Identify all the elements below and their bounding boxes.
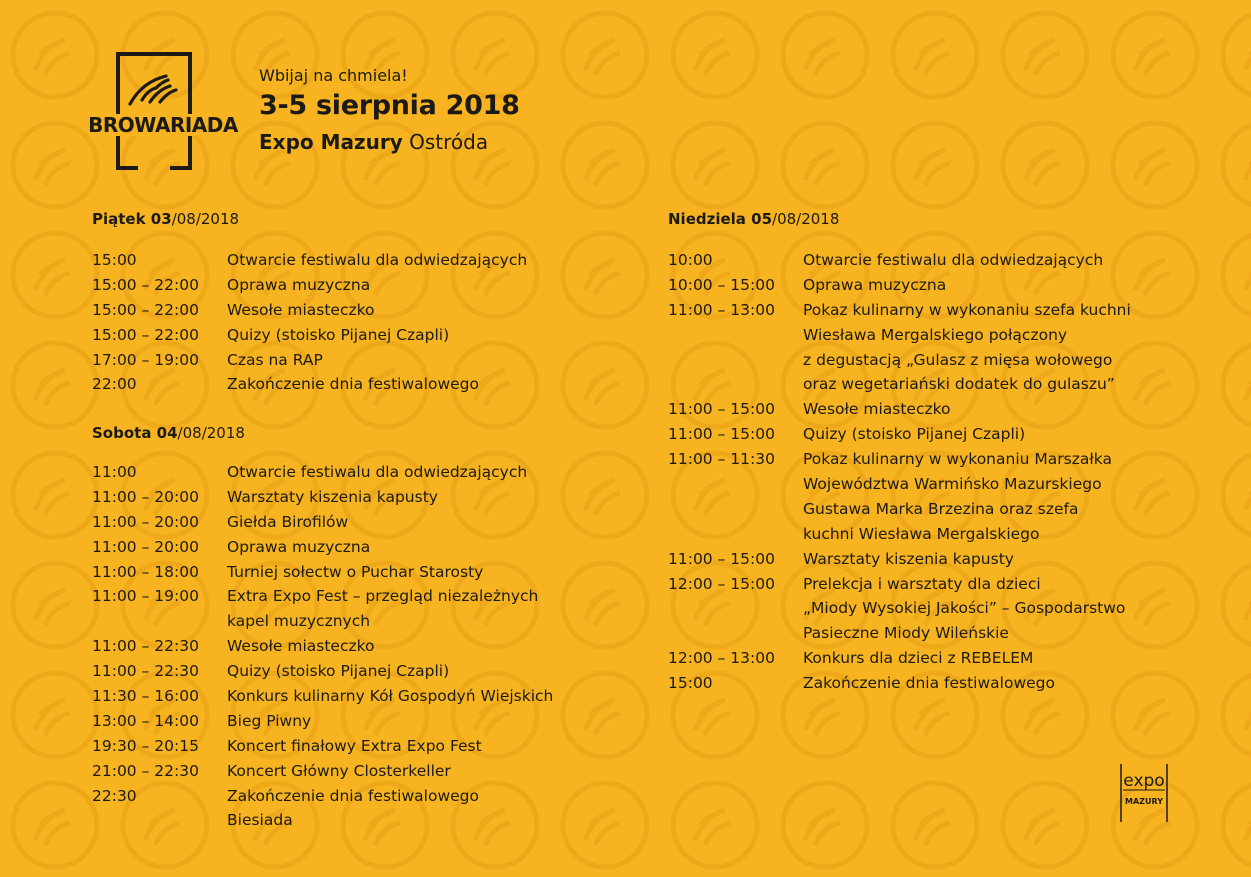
schedule-row <box>92 560 553 585</box>
schedule-time: 11:00 – 20:00 <box>92 487 199 506</box>
schedule-time: 11:00 – 15:00 <box>668 400 775 419</box>
logo-glass-leg-left <box>116 160 120 168</box>
schedule-event: „Miody Wysokiej Jakości” – Gospodarstwo <box>803 599 1126 618</box>
schedule-event: Prelekcja i warsztaty dla dzieci <box>803 574 1041 593</box>
schedule-row <box>668 646 1131 671</box>
schedule-event: Zakończenie dnia festiwalowego <box>227 375 479 394</box>
schedule-event: Oprawa muzyczna <box>227 537 371 556</box>
schedule-friday <box>92 248 527 397</box>
schedule-time: 11:00 – 15:00 <box>668 425 775 444</box>
schedule-event: Wiesława Mergalskiego połączony <box>803 325 1068 344</box>
schedule-time: 22:30 <box>92 786 137 805</box>
schedule-time: 10:00 <box>668 251 713 269</box>
schedule-saturday <box>92 460 553 833</box>
schedule-row <box>92 298 527 323</box>
schedule-time: 11:00 – 19:00 <box>92 587 199 606</box>
schedule-row <box>668 472 1131 497</box>
schedule-row <box>92 460 553 485</box>
schedule-event: Konkurs kulinarny Kół Gospodyń Wiejskich <box>227 687 554 706</box>
schedule-row <box>668 522 1131 547</box>
schedule-row <box>668 298 1131 323</box>
schedule-time: 15:00 – 22:00 <box>92 325 199 344</box>
schedule-row <box>92 784 553 809</box>
schedule-time: 11:00 – 13:00 <box>668 300 775 319</box>
schedule-row <box>92 684 553 709</box>
schedule-event: Warsztaty kiszenia kapusty <box>227 487 438 506</box>
logo-brand-text: BROWARIADA <box>88 113 238 137</box>
schedule-event: z degustacją „Gulasz z mięsa wołowego <box>803 350 1113 369</box>
day-heading-date: /08/2018 <box>177 424 245 442</box>
schedule-row <box>92 734 553 759</box>
schedule-time <box>668 596 803 621</box>
schedule-event: Otwarcie festiwalu dla odwiedzających <box>803 251 1104 269</box>
schedule-event: Koncert finałowy Extra Expo Fest <box>227 736 482 755</box>
schedule-time: 12:00 – 15:00 <box>668 574 775 593</box>
schedule-time: 15:00 – 22:00 <box>92 300 199 319</box>
schedule-event: kuchni Wiesława Mergalskiego <box>803 524 1040 543</box>
schedule-time: 11:00 – 20:00 <box>92 537 199 556</box>
schedule-event: Otwarcie festiwalu dla odwiedzających <box>227 251 528 269</box>
schedule-time: 11:30 – 16:00 <box>92 687 199 706</box>
schedule-event: Turniej sołectw o Puchar Starosty <box>227 562 484 581</box>
schedule-row <box>668 273 1131 298</box>
venue <box>259 130 488 154</box>
schedule-event: Quizy (stoisko Pijanej Czapli) <box>227 325 450 344</box>
schedule-row <box>92 584 553 609</box>
schedule-row <box>668 397 1131 422</box>
schedule-time: 11:00 – 18:00 <box>92 562 199 581</box>
schedule-time: 22:00 <box>92 375 137 394</box>
day-heading-bold: Sobota 04 <box>92 424 178 442</box>
schedule-row <box>92 634 553 659</box>
venue-name: Expo Mazury <box>259 130 403 154</box>
schedule-row <box>668 596 1131 621</box>
schedule-time <box>668 372 803 397</box>
schedule-time <box>668 497 803 522</box>
schedule-row <box>92 323 527 348</box>
schedule-row <box>668 323 1131 348</box>
schedule-row <box>92 510 553 535</box>
schedule-row <box>668 671 1131 696</box>
schedule-event: Biesiada <box>227 811 293 830</box>
tagline: Wbijaj na chmiela! <box>259 66 408 85</box>
day-heading-bold: Piątek 03 <box>92 210 172 228</box>
schedule-row <box>668 248 1131 273</box>
schedule-time <box>92 609 227 634</box>
venue-city: Ostróda <box>409 130 489 154</box>
schedule-event: Koncert Główny Closterkeller <box>227 761 451 780</box>
schedule-row <box>92 485 553 510</box>
schedule-event: Województwa Warmińsko Mazurskiego <box>803 475 1102 494</box>
schedule-row <box>92 372 527 397</box>
schedule-event: Wesołe miasteczko <box>227 637 375 656</box>
day-heading-saturday <box>92 424 245 442</box>
browariada-logo <box>88 52 238 170</box>
schedule-time: 11:00 – 11:30 <box>668 450 775 469</box>
schedule-row <box>668 348 1131 373</box>
schedule-event: Gustawa Marka Brzezina oraz szefa <box>803 499 1079 518</box>
schedule-time: 15:00 <box>668 674 713 693</box>
schedule-time <box>668 621 803 646</box>
schedule-sunday <box>668 248 1131 696</box>
schedule-time: 21:00 – 22:30 <box>92 761 199 780</box>
schedule-event: Otwarcie festiwalu dla odwiedzających <box>227 463 528 481</box>
schedule-row <box>668 447 1131 472</box>
schedule-time <box>668 472 803 497</box>
schedule-event: Quizy (stoisko Pijanej Czapli) <box>803 425 1026 444</box>
schedule-event: Wesołe miasteczko <box>227 300 375 319</box>
schedule-event: Oprawa muzyczna <box>227 275 371 294</box>
schedule-row <box>92 535 553 560</box>
schedule-time <box>668 522 803 547</box>
schedule-time: 10:00 – 15:00 <box>668 275 775 294</box>
schedule-event: Czas na RAP <box>227 350 323 369</box>
day-heading-friday <box>92 210 239 228</box>
schedule-event: Pasieczne Miody Wileńskie <box>803 624 1009 643</box>
day-heading-date: /08/2018 <box>171 210 240 228</box>
schedule-event: Zakończenie dnia festiwalowego <box>227 786 479 805</box>
schedule-time: 11:00 – 22:30 <box>92 662 199 681</box>
schedule-event: Extra Expo Fest – przegląd niezależnych <box>227 587 539 606</box>
schedule-event: Giełda Birofilów <box>227 512 349 531</box>
day-heading-bold: Niedziela 05 <box>668 210 773 228</box>
schedule-time <box>668 323 803 348</box>
schedule-time: 17:00 – 19:00 <box>92 350 199 369</box>
schedule-time <box>92 808 227 833</box>
schedule-time: 19:30 – 20:15 <box>92 736 199 755</box>
schedule-row <box>92 273 527 298</box>
schedule-row <box>92 348 527 373</box>
schedule-row <box>668 547 1131 572</box>
expo-logo-word: expo <box>1123 771 1165 791</box>
schedule-event: Quizy (stoisko Pijanej Czapli) <box>227 662 450 681</box>
schedule-time: 12:00 – 13:00 <box>668 649 775 668</box>
schedule-time: 15:00 – 22:00 <box>92 275 199 294</box>
schedule-event: Warsztaty kiszenia kapusty <box>803 549 1014 568</box>
schedule-row <box>92 759 553 784</box>
schedule-time: 11:00 – 15:00 <box>668 549 775 568</box>
schedule-time: 13:00 – 14:00 <box>92 711 199 730</box>
schedule-event: Pokaz kulinarny w wykonaniu szefa kuchni <box>803 300 1131 319</box>
schedule-event: Bieg Piwny <box>227 711 312 730</box>
schedule-row <box>668 372 1131 397</box>
schedule-row <box>668 572 1131 597</box>
day-heading-date: /08/2018 <box>772 210 840 228</box>
schedule-event: Pokaz kulinarny w wykonaniu Marszałka <box>803 450 1112 469</box>
schedule-row <box>92 609 553 634</box>
schedule-time <box>668 348 803 373</box>
schedule-time: 11:00 – 20:00 <box>92 512 199 531</box>
schedule-row <box>92 659 553 684</box>
schedule-row <box>668 422 1131 447</box>
schedule-row <box>92 248 527 273</box>
schedule-time: 11:00 <box>92 463 137 481</box>
expo-mazury-logo <box>1119 764 1171 822</box>
schedule-event: kapel muzycznych <box>227 612 371 631</box>
schedule-row <box>668 621 1131 646</box>
hop-icon <box>126 70 182 110</box>
schedule-time: 11:00 – 22:30 <box>92 637 199 656</box>
schedule-event: Zakończenie dnia festiwalowego <box>803 674 1055 693</box>
expo-logo-sub: MAZURY <box>1125 797 1163 806</box>
day-heading-sunday <box>668 210 839 228</box>
festival-dates: 3-5 sierpnia 2018 <box>259 90 520 121</box>
schedule-row <box>92 709 553 734</box>
schedule-row <box>92 808 553 833</box>
schedule-event: oraz wegetariański dodatek do gulaszu” <box>803 375 1115 394</box>
schedule-time: 15:00 <box>92 251 137 269</box>
logo-glass-leg-right <box>188 160 192 168</box>
schedule-event: Konkurs dla dzieci z REBELEM <box>803 649 1034 668</box>
schedule-row <box>668 497 1131 522</box>
schedule-event: Wesołe miasteczko <box>803 400 951 419</box>
schedule-event: Oprawa muzyczna <box>803 275 947 294</box>
